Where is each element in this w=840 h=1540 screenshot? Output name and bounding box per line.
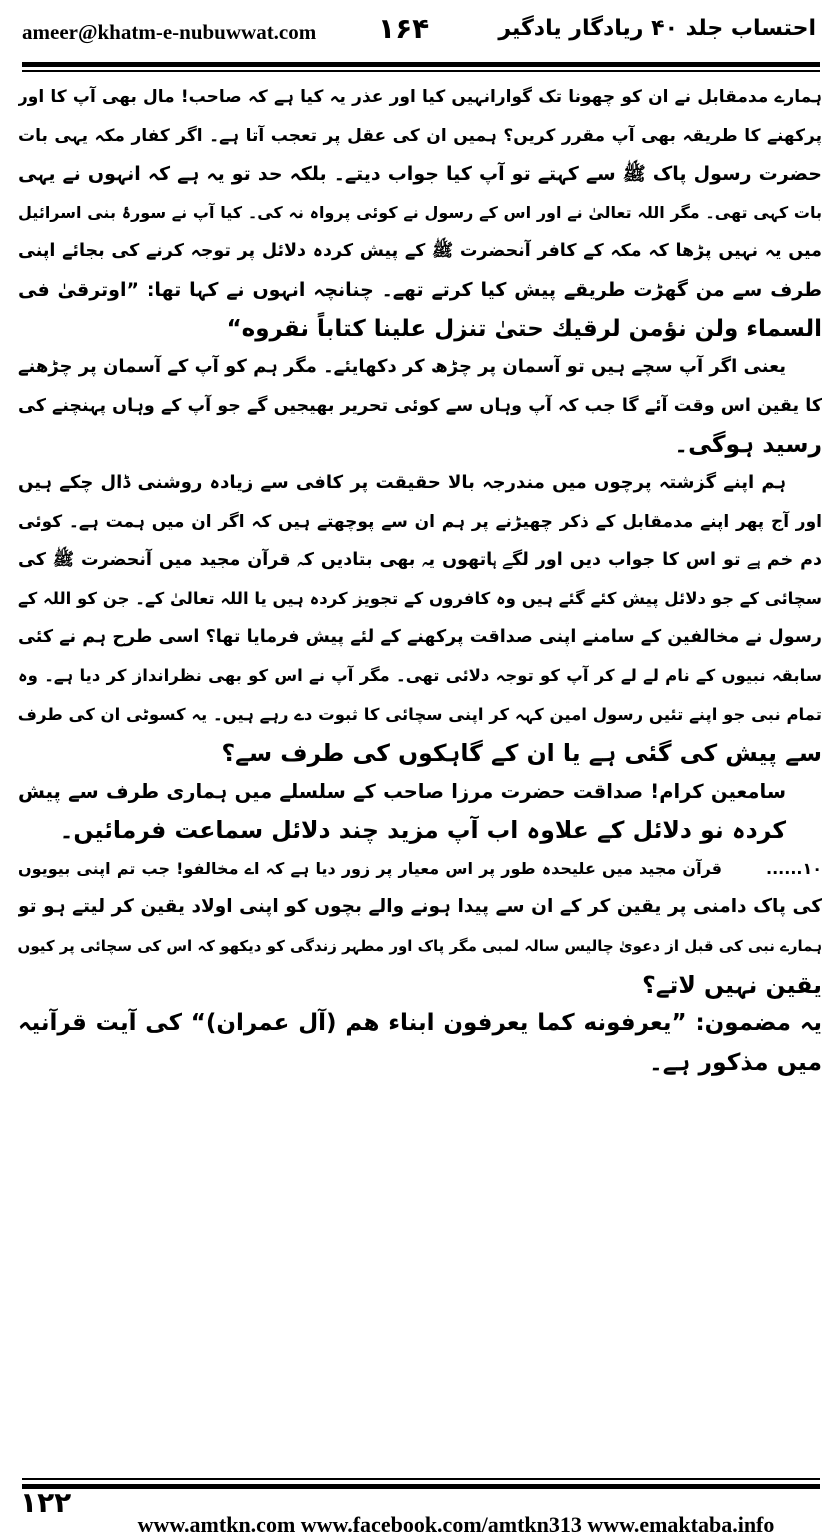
text-line [18,503,822,542]
text-line [18,425,822,464]
text-line [18,850,822,889]
line-text: ہمارے نبی کی قبل از دعویٰ چالیس سالہ لمبی مگر پاک اور مطہر زندگی کو دیکھو کہ اس کی سچائی پر کیوں [18,937,822,956]
line-text: کردہ نو دلائل کے علاوہ اب آپ مزید چند دلائل سماعت فرمائیں۔ [59,816,786,845]
line-text: میں مذکور ہے۔ [648,1047,822,1076]
item-number: ۱۰...... [766,858,822,878]
text-line [18,1004,822,1043]
line-text: قرآن مجید میں علیحدہ طور پر اس معیار پر زور دیا ہے کہ اے مخالفو! جب تم اپنی بیویوں [18,858,722,878]
text-line [18,541,822,580]
line-text: دم خم ہے تو اس کا جواب دیں اور لگے ہاتھوں یہ بھی بتادیں کہ قرآن مجید میں آنحضرت ﷺ کی [18,550,822,571]
line-text: طرف سے من گھڑت طریقے پیش کیا کرتے تھے۔ چنانچہ انہوں نے کہا تھا: ”اوترقیٰ فی [18,278,822,301]
line-text: کا یقین اس وقت آئے گا جب کہ آپ وہاں سے کوئی تحریر بھیجیں گے جو آپ کے وہاں پہنچنے کی [18,395,822,416]
line-text: رسول نے مخالفین کے سامنے اپنی صداقت پرکھنے کے لئے پیش فرمایا تھا؟ اسی طرح ہم نے کئی [18,627,822,648]
header-page-number: ۱۶۴ [378,12,430,45]
line-text: سابقہ نبیوں کے نام لے لے کر آپ کو توجہ دلائی تھی۔ مگر آپ نے اس کو بھی نظرانداز کر دیا ہے۔ وہ [18,665,822,685]
text-line [18,194,822,233]
text-line [18,773,822,812]
header-divider-thick [22,62,820,67]
text-line [18,348,822,387]
text-line [18,78,822,117]
line-text: تمام نبی جو اپنے تئیں رسول امین کہہ کر اپنی سچائی کا ثبوت دے رہے ہیں۔ یہ کسوٹی ان کی طرف [18,704,822,724]
page-footer [0,1478,840,1540]
line-text: میں یہ نہیں پڑھا کہ مکہ کے کافر آنحضرت ﷺ کے پیش کردہ دلائل پر توجہ کرنے کی بجائے اپنی [18,241,822,262]
line-text: حضرت رسول پاک ﷺ سے کہتے تو آپ کیا جواب دیتے۔ بلکہ حد تو یہ ہے کہ انہوں نے یہی [18,163,822,186]
text-line [18,1043,822,1082]
line-text: ہمارے مدمقابل نے ان کو چھونا تک گوارانہیں کیا اور عذر یہ کیا ہے کہ صاحب! مال بھی آپ کا اور [18,87,822,107]
text-line [18,618,822,657]
text-line [18,387,822,426]
line-text: کی پاک دامنی پر یقین کر کے ان سے پیدا ہونے والے بچوں کو اپنی اولاد یقین کر لیتے ہو تو [18,896,822,918]
line-text: یہ مضمون: ”یعرفونه كما یعرفون ابناء هم (آل عمران)“ کی آیت قرآنیہ [18,1010,822,1037]
text-line [18,155,822,194]
footer-links: www.amtkn.com www.facebook.com/amtkn313 www.emaktaba.info [137,1512,775,1537]
header-email: ameer@khatm-e-nubuwwat.com [22,20,317,44]
text-line [18,811,822,850]
text-line [18,271,822,310]
text-line [18,464,822,503]
page-header [0,0,840,62]
text-line [18,927,822,966]
footer-divider-thick [22,1484,820,1489]
text-line [18,888,822,927]
line-text: اور آج پھر اپنے مدمقابل کے ذکر چھیڑنے پر ہم ان سے پوچھتے ہیں کہ اگر ان میں ہمت ہے۔ کوئی [18,511,822,532]
page-body [18,78,822,1468]
line-text: یقین نہیں لاتے؟ [642,970,822,999]
text-line [18,310,822,349]
line-text: سامعین کرام! صداقت حضرت مرزا صاحب کے سلسلے میں ہماری طرف سے پیش [18,779,786,803]
text-line [18,580,822,619]
line-text: السماء ولن نؤمن لرقیك حتیٰ تنزل علینا كتاباً نقروه“ [226,315,822,342]
text-line [18,117,822,156]
line-text: یعنی اگر آپ سچے ہیں تو آسمان پر چڑھ کر دکھایئے۔ مگر ہم کو آپ کے آسمان پر چڑھنے [18,356,786,378]
text-line [18,734,822,773]
text-line [18,696,822,735]
line-text: بات کہی تھی۔ مگر اللہ تعالیٰ نے اور اس کے رسول نے کوئی پرواہ نہ کی۔ کیا آپ نے سورۂ بنی اسرائیل [18,202,822,222]
footer-page-number: ۱۲۲ [20,1486,72,1519]
text-line [18,966,822,1005]
header-divider-thin [22,70,820,72]
line-text: ہم اپنے گزشتہ پرچوں میں مندرجہ بالا حقیقت پر کافی سے زیادہ روشنی ڈال چکے ہیں [18,471,786,493]
line-text: رسید ہوگی۔ [674,430,822,459]
line-text: سے پیش کی گئی ہے یا ان کے گاہکوں کی طرف سے؟ [221,739,822,768]
line-text: پرکھنے کا طریقہ بھی آپ مقرر کریں؟ ہمیں ان کی عقل پر تعجب آتا ہے۔ اگر کفار مکہ یہی بات [18,125,822,146]
line-text: سچائی کے جو دلائل پیش کئے گئے ہیں وہ کافروں کے تجویز کردہ ہیں یا اللہ تعالیٰ کے۔ جن کو اللہ کے [18,588,822,608]
footer-divider-thin [22,1478,820,1480]
text-line [18,657,822,696]
text-line [18,232,822,271]
header-title: احتساب جلد ۴۰ ریادگار یادگیر [498,16,816,41]
